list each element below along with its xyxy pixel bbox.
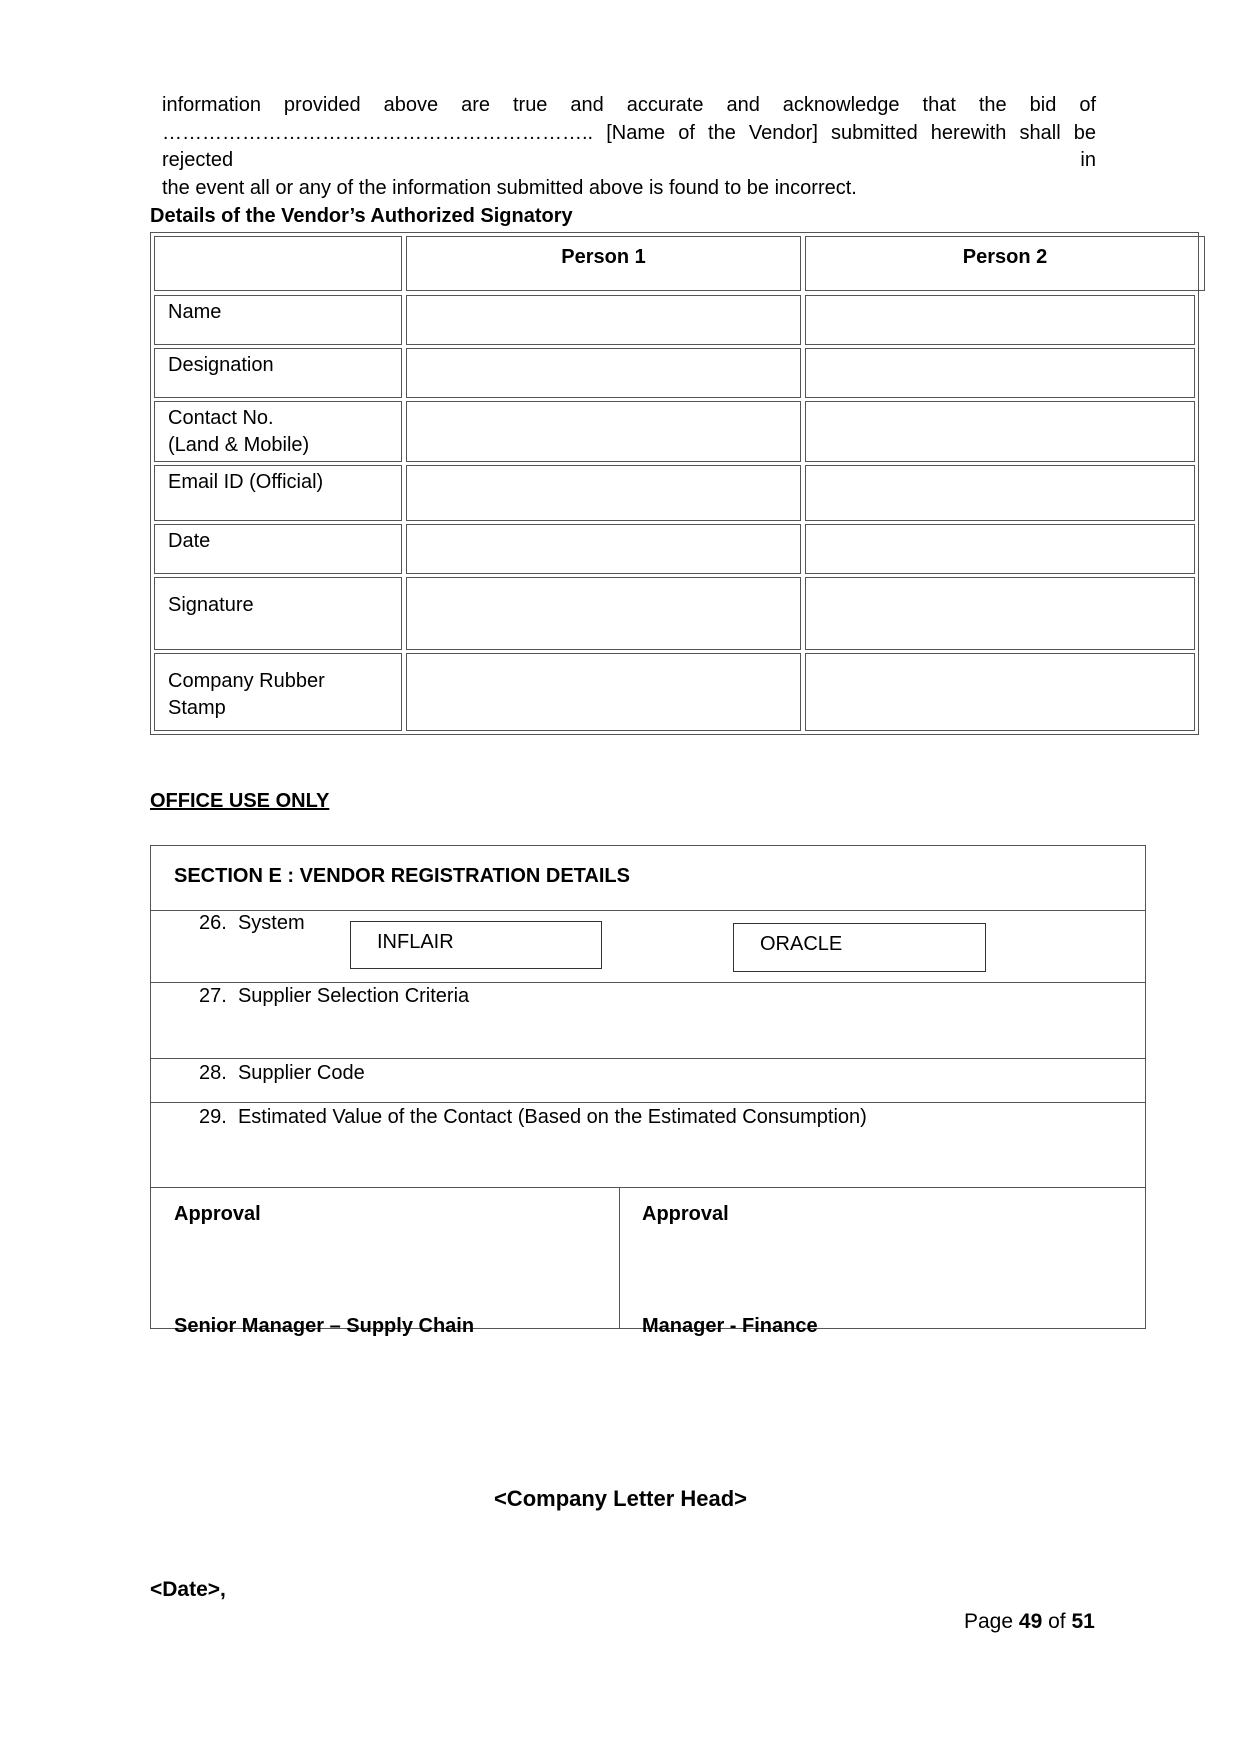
- row-label-date: Date: [154, 524, 402, 574]
- system-option-inflair[interactable]: INFLAIR: [350, 921, 602, 969]
- date-placeholder: <Date>,: [150, 1578, 226, 1601]
- item-26-text: System: [237, 912, 305, 934]
- contact-person-2-field[interactable]: [805, 401, 1195, 462]
- section-e-title: SECTION E : VENDOR REGISTRATION DETAILS: [174, 865, 630, 887]
- item-27-number: 27.: [199, 985, 227, 1007]
- email-person-2-field[interactable]: [805, 465, 1195, 521]
- signatory-heading: Details of the Vendor’s Authorized Signatory: [150, 205, 573, 227]
- declaration-line-3: the event all or any of the information submitted above is found to be incorrect.: [162, 176, 857, 199]
- signature-person-2-field[interactable]: [805, 577, 1195, 650]
- name-person-2-field[interactable]: [805, 295, 1195, 345]
- column-divider: [619, 1188, 620, 1329]
- item-29-text: Estimated Value of the Contact (Based on the Estimated Consumption): [237, 1106, 867, 1128]
- page-separator: of: [1048, 1610, 1066, 1633]
- page-current: 49: [1018, 1610, 1043, 1633]
- page-total: 51: [1071, 1610, 1095, 1633]
- signature-person-1-field[interactable]: [406, 577, 801, 650]
- item-27-label: [199, 983, 469, 1009]
- item-28-label: [199, 1060, 365, 1086]
- stamp-person-2-field[interactable]: [805, 653, 1195, 731]
- declaration-line-2: ……………………………………………………….. [Name of the Vendor] submitted herewith shall be rejected in: [162, 121, 1096, 171]
- date-person-1-field[interactable]: [406, 524, 801, 574]
- header-cell-person-2: Person 2: [805, 236, 1205, 291]
- item-26-label: [199, 910, 305, 936]
- declaration-line-1: information provided above are true and accurate and acknowledge that the bid of: [162, 94, 1096, 116]
- page-number: [964, 1610, 1095, 1634]
- date-person-2-field[interactable]: [805, 524, 1195, 574]
- row-label-designation: Designation: [154, 348, 402, 398]
- item-28-number: 28.: [199, 1062, 227, 1084]
- approval-label-supply-chain: Approval: [174, 1203, 261, 1225]
- email-person-1-field[interactable]: [406, 465, 801, 521]
- item-27-text: Supplier Selection Criteria: [237, 985, 470, 1007]
- approval-role-supply-chain: Senior Manager – Supply Chain: [174, 1315, 475, 1337]
- designation-person-1-field[interactable]: [406, 348, 801, 398]
- stamp-person-1-field[interactable]: [406, 653, 801, 731]
- name-person-1-field[interactable]: [406, 295, 801, 345]
- designation-person-2-field[interactable]: [805, 348, 1195, 398]
- row-label-email: Email ID (Official): [154, 465, 402, 521]
- approval-role-finance: Manager - Finance: [642, 1315, 818, 1337]
- item-29-number: 29.: [199, 1106, 227, 1128]
- header-cell-person-1: Person 1: [406, 236, 801, 291]
- row-label-signature: Signature: [154, 577, 402, 650]
- company-letterhead-placeholder: <Company Letter Head>: [493, 1486, 748, 1511]
- row-label-contact: Contact No. (Land & Mobile): [154, 401, 402, 462]
- row-label-name: Name: [154, 295, 402, 345]
- item-26-number: 26.: [199, 912, 227, 934]
- page-prefix: Page: [964, 1610, 1014, 1633]
- contact-person-1-field[interactable]: [406, 401, 801, 462]
- header-cell-blank: [154, 236, 402, 291]
- section-e-table: [150, 845, 1146, 1337]
- row-divider: [151, 1102, 1145, 1103]
- approval-label-finance: Approval: [642, 1203, 729, 1225]
- signatory-table: [150, 232, 1199, 735]
- system-option-oracle[interactable]: ORACLE: [733, 923, 986, 972]
- row-label-company-stamp: Company Rubber Stamp: [154, 653, 402, 731]
- item-29-label: [199, 1104, 867, 1130]
- office-use-heading: OFFICE USE ONLY: [150, 790, 330, 812]
- row-divider: [151, 1187, 1145, 1188]
- row-divider: [151, 1058, 1145, 1059]
- declaration-paragraph: [162, 92, 1096, 202]
- item-28-text: Supplier Code: [237, 1062, 365, 1084]
